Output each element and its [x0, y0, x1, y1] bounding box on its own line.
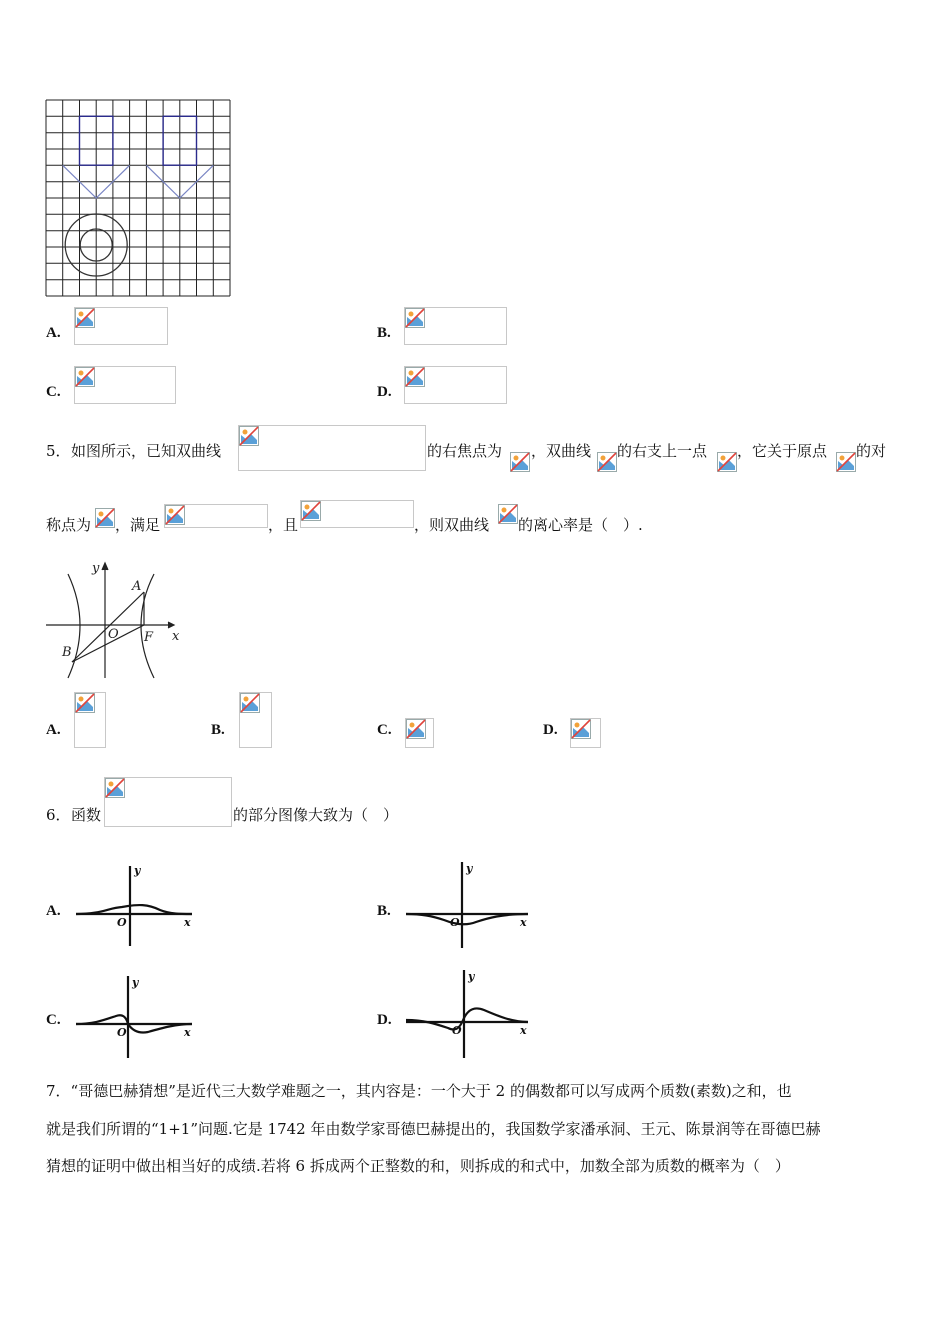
axis-label-y: y	[132, 976, 139, 989]
q6-option-a-label[interactable]: A.	[46, 903, 61, 919]
origin-label: O	[117, 1026, 127, 1039]
q5-figure-label-o: O	[108, 627, 119, 642]
q5-option-b-label[interactable]: B.	[211, 722, 225, 738]
broken-image-icon	[405, 367, 425, 387]
q5-text-5: ，它关于原点	[737, 442, 828, 460]
q4-option-b-image	[404, 307, 507, 345]
broken-image-icon	[165, 505, 185, 525]
q7-line-3: 猜想的证明中做出相当好的成绩.若将 6 拆成两个正整数的和，则拆成的和式中，加数全部为质数的概率为（ ）	[46, 1157, 790, 1175]
axis-label-x: x	[520, 1024, 527, 1037]
q5-condition-1-image	[164, 504, 268, 528]
q5-option-d-image	[570, 718, 601, 748]
q5-option-b-image	[239, 692, 272, 748]
q6-option-a-graph	[72, 862, 198, 950]
q5-figure-label-x: x	[172, 629, 180, 644]
axis-label-x: x	[184, 1026, 191, 1039]
q5-figure-label-a: A	[132, 579, 142, 594]
q6-option-d-label[interactable]: D.	[377, 1012, 392, 1028]
q5-option-a-label[interactable]: A.	[46, 722, 61, 738]
q6-option-d-graph	[402, 966, 534, 1062]
broken-image-icon	[571, 719, 591, 739]
broken-image-icon	[75, 367, 95, 387]
broken-image-icon	[406, 719, 426, 739]
q6-option-b-label[interactable]: B.	[377, 903, 391, 919]
q4-option-c-image	[74, 366, 176, 404]
q5-hyperbola-equation-image	[238, 425, 426, 471]
q5-option-d-label[interactable]: D.	[543, 722, 558, 738]
broken-image-icon	[75, 693, 95, 713]
q5-figure-label-f: F	[144, 630, 154, 645]
q4-option-d-image	[404, 366, 507, 404]
q5-text-6: 的对	[856, 442, 887, 460]
broken-image-icon	[75, 308, 95, 328]
q6-option-b-graph	[402, 858, 534, 952]
q4-option-a-label[interactable]: A.	[46, 325, 61, 341]
q5-text-4: 的右支上一点	[617, 442, 708, 460]
q5-text-3: ，双曲线	[531, 442, 592, 460]
q5-text-10: ，则双曲线	[414, 516, 490, 534]
broken-image-icon	[836, 452, 856, 472]
q4-option-d-label[interactable]: D.	[377, 384, 392, 400]
origin-label: O	[450, 916, 460, 929]
axis-label-x: x	[184, 916, 191, 929]
broken-image-icon	[597, 452, 617, 472]
q5-option-a-image	[74, 692, 106, 748]
axis-label-y: y	[466, 862, 473, 875]
q7-line-2: 就是我们所谓的“1+1”问题.它是 1742 年由数学家哥德巴赫提出的，我国数学家潘承洞、王元、陈景润等在哥德巴赫	[46, 1120, 821, 1138]
axis-label-y: y	[134, 864, 141, 877]
broken-image-icon	[105, 778, 125, 798]
q5-text-1: 如图所示，已知双曲线	[71, 442, 222, 460]
broken-image-icon	[240, 693, 260, 713]
q6-option-c-label[interactable]: C.	[46, 1012, 61, 1028]
broken-image-icon	[95, 508, 115, 528]
three-view-grid-figure	[44, 98, 232, 300]
q5-figure-label-b: B	[62, 645, 72, 660]
origin-label: O	[452, 1024, 462, 1037]
broken-image-icon	[301, 501, 321, 521]
q5-option-c-image	[405, 718, 434, 748]
broken-image-icon	[498, 504, 518, 524]
q4-option-c-label[interactable]: C.	[46, 384, 61, 400]
broken-image-icon	[510, 452, 530, 472]
q5-hyperbola-figure	[44, 560, 184, 682]
axis-label-x: x	[520, 916, 527, 929]
q5-condition-2-image	[300, 500, 414, 528]
q5-option-c-label[interactable]: C.	[377, 722, 392, 738]
q5-text-7: 称点为	[46, 516, 92, 534]
q5-text-9: ，且	[268, 516, 299, 534]
q5-text-8: ，满足	[115, 516, 161, 534]
q5-number: 5．	[46, 442, 71, 460]
q6-text-1: 函数	[71, 806, 102, 824]
broken-image-icon	[239, 426, 259, 446]
q4-option-a-image	[74, 307, 168, 345]
q6-option-c-graph	[72, 972, 198, 1062]
q4-option-b-label[interactable]: B.	[377, 325, 391, 341]
origin-label: O	[117, 916, 127, 929]
q6-text-2: 的部分图像大致为（ ）	[233, 806, 399, 824]
axis-label-y: y	[468, 970, 475, 983]
q5-text-2: 的右焦点为	[427, 442, 503, 460]
q5-figure-label-y: y	[92, 561, 100, 576]
q6-number: 6．	[46, 806, 71, 824]
broken-image-icon	[717, 452, 737, 472]
broken-image-icon	[405, 308, 425, 328]
q5-text-11: 的离心率是（ ）.	[518, 516, 643, 534]
q7-line-1: 7．“哥德巴赫猜想”是近代三大数学难题之一，其内容是：一个大于 2 的偶数都可以写成两个质数(素数)之和，也	[46, 1082, 792, 1100]
q6-function-image	[104, 777, 232, 827]
